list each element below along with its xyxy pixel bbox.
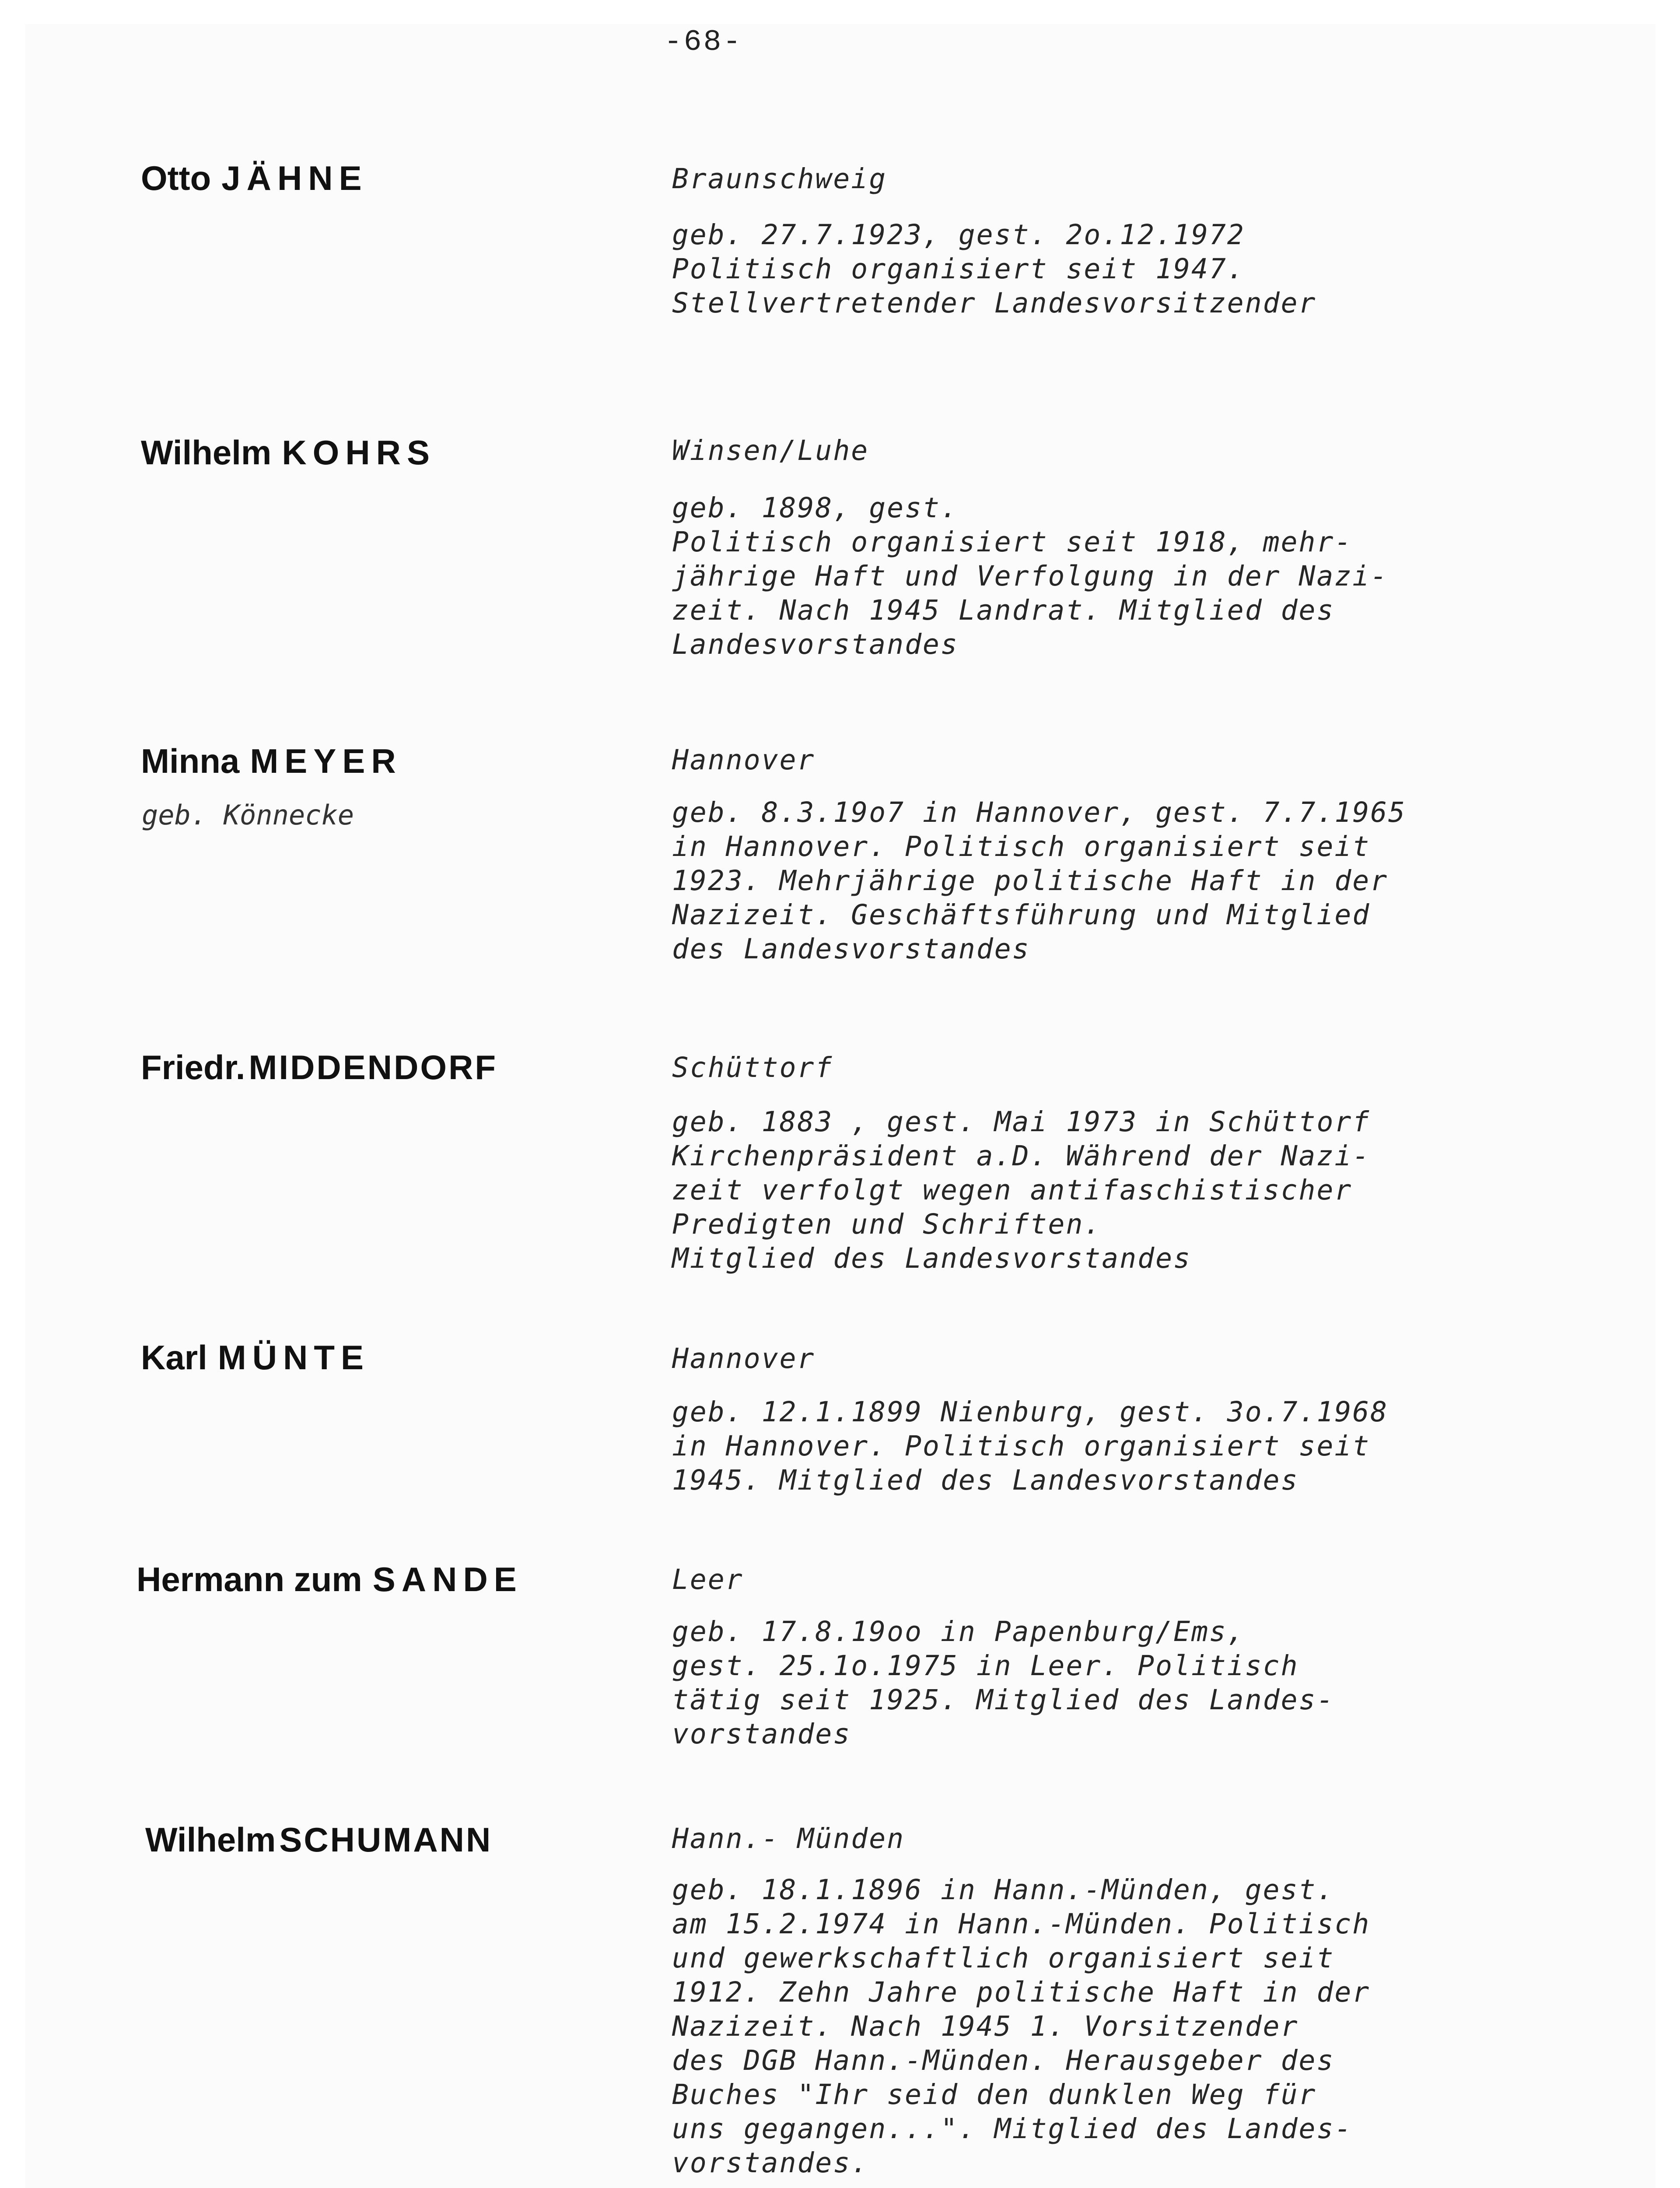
bio-line: jährige Haft und Verfolgung in der Nazi- <box>672 560 1389 592</box>
surname: SCHUMANN <box>279 1820 493 1859</box>
bio-line: des DGB Hann.-Münden. Herausgeber des <box>672 2044 1335 2076</box>
entry-place: Schüttorf <box>672 1052 833 1083</box>
surname: MIDDENDORF <box>248 1048 498 1087</box>
entry-name <box>141 744 402 778</box>
bio-line: geb. 12.1.1899 Nienburg, gest. 3o.7.1968 <box>672 1396 1389 1428</box>
bio-line: geb. 8.3.19o7 in Hannover, gest. 7.7.1965 <box>672 796 1407 828</box>
entry-place: Hannover <box>672 1343 816 1375</box>
bio-line: Nazizeit. Geschäftsführung und Mitglied <box>672 899 1371 931</box>
first-name: Hermann zum <box>136 1560 362 1599</box>
bio-line: Buches "Ihr seid den dunklen Weg für <box>672 2079 1317 2111</box>
entry-biography <box>672 1615 1334 1751</box>
entry-name <box>141 161 368 195</box>
surname: MÜNTE <box>217 1338 370 1377</box>
entry-place: Leer <box>672 1564 744 1595</box>
page-number: -68- <box>664 25 743 59</box>
surname: SANDE <box>372 1560 523 1599</box>
bio-line: in Hannover. Politisch organisiert seit <box>672 1430 1371 1462</box>
bio-line: 1912. Zehn Jahre politische Haft in der <box>672 1976 1371 2008</box>
bio-line: zeit. Nach 1945 Landrat. Mitglied des <box>672 594 1335 626</box>
bio-line: zeit verfolgt wegen antifaschistischer <box>672 1174 1353 1206</box>
surname: KOHRS <box>282 433 436 472</box>
entry-biography <box>672 1873 1370 2180</box>
bio-line: Politisch organisiert seit 1918, mehr- <box>672 526 1353 558</box>
entry-place: Hannover <box>672 744 816 776</box>
bio-line: 1923. Mehrjährige politische Haft in der <box>672 865 1389 897</box>
surname: MEYER <box>250 742 402 780</box>
bio-line: und gewerkschaftlich organisiert seit <box>672 1942 1335 1974</box>
bio-line: Kirchenpräsident a.D. Während der Nazi- <box>672 1140 1371 1172</box>
bio-line: vorstandes. <box>672 2147 869 2179</box>
entry-biography <box>672 218 1316 320</box>
maiden-name: geb. Könnecke <box>142 799 354 831</box>
entry-name <box>141 435 436 470</box>
bio-line: Mitglied des Landesvorstandes <box>672 1242 1191 1274</box>
first-name: Minna <box>141 742 240 780</box>
first-name: Wilhelm <box>141 433 272 472</box>
bio-line: vorstandes <box>672 1718 851 1750</box>
bio-line: in Hannover. Politisch organisiert seit <box>672 831 1371 863</box>
entry-biography <box>672 491 1388 662</box>
entry-name <box>141 1340 370 1375</box>
bio-line: geb. 1898, gest. <box>672 492 959 524</box>
bio-line: geb. 27.7.1923, gest. 2o.12.1972 <box>672 219 1245 251</box>
bio-line: tätig seit 1925. Mitglied des Landes- <box>672 1684 1335 1716</box>
bio-line: Predigten und Schriften. <box>672 1208 1102 1240</box>
first-name: Friedr. <box>141 1048 245 1087</box>
first-name: Wilhelm <box>145 1820 276 1859</box>
entry-place: Hann.- Münden <box>672 1823 905 1855</box>
entry-place: Braunschweig <box>672 163 887 195</box>
entry-name <box>145 1820 493 1859</box>
bio-line: Stellvertretender Landesvorsitzender <box>672 287 1317 319</box>
entry-biography <box>672 796 1406 966</box>
entry-place: Winsen/Luhe <box>672 435 869 466</box>
bio-line: des Landesvorstandes <box>672 933 1030 965</box>
bio-line: geb. 18.1.1896 in Hann.-Münden, gest. <box>672 1874 1335 1906</box>
first-name: Otto <box>141 159 211 197</box>
entry-biography <box>672 1395 1388 1497</box>
bio-line: geb. 1883 , gest. Mai 1973 in Schüttorf <box>672 1106 1371 1138</box>
first-name: Karl <box>141 1338 207 1377</box>
bio-line: Politisch organisiert seit 1947. <box>672 253 1245 285</box>
entry-name <box>136 1560 523 1599</box>
bio-line: uns gegangen...". Mitglied des Landes- <box>672 2113 1353 2145</box>
entry-biography <box>672 1105 1370 1276</box>
bio-line: Landesvorstandes <box>672 628 959 660</box>
bio-line: geb. 17.8.19oo in Papenburg/Ems, <box>672 1616 1245 1648</box>
surname: JÄHNE <box>221 159 368 197</box>
bio-line: am 15.2.1974 in Hann.-Münden. Politisch <box>672 1908 1371 1940</box>
bio-line: 1945. Mitglied des Landesvorstandes <box>672 1464 1299 1496</box>
bio-line: Nazizeit. Nach 1945 1. Vorsitzender <box>672 2010 1299 2042</box>
bio-line: gest. 25.1o.1975 in Leer. Politisch <box>672 1650 1299 1682</box>
entry-name <box>141 1048 498 1087</box>
